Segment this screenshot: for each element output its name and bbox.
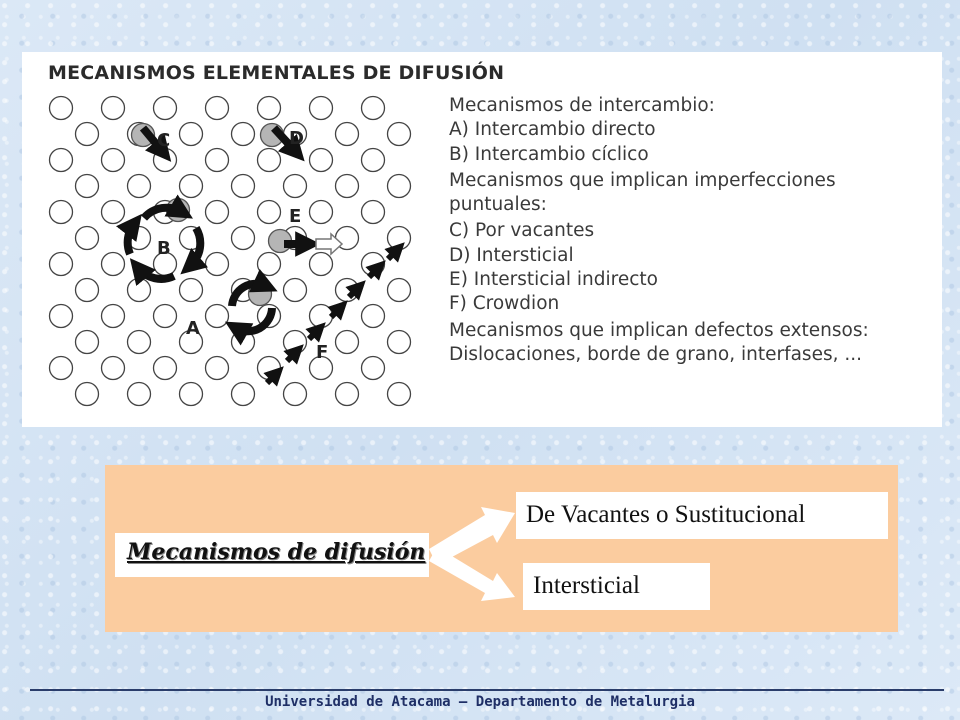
- list-heading-point-defects: Mecanismos que implican imperfecciones: [449, 169, 836, 191]
- list-heading-exchange: Mecanismos de intercambio:: [449, 95, 715, 116]
- lattice-atom: [258, 149, 281, 172]
- lattice-atom: [102, 201, 125, 224]
- lattice-atom: [76, 331, 99, 354]
- lattice-atom: [232, 175, 255, 198]
- lattice-atom: [310, 253, 333, 276]
- lattice-atom: [388, 175, 411, 198]
- footer-text: Universidad de Atacama – Departamento de Metalurgia: [265, 694, 695, 710]
- lattice-atom: [284, 175, 307, 198]
- lattice-atom: [128, 279, 151, 302]
- lattice-atom: [206, 201, 229, 224]
- lattice-atom: [362, 149, 385, 172]
- lattice-atom: [206, 253, 229, 276]
- list-item-d: D) Intersticial: [449, 244, 574, 266]
- lattice-atom: [76, 175, 99, 198]
- list-heading-point-defects-cont: puntuales:: [449, 194, 547, 216]
- lattice-atom: [102, 253, 125, 276]
- lattice-atom: [180, 383, 203, 406]
- lattice-atom: [128, 383, 151, 406]
- lattice-atom: [76, 123, 99, 146]
- lattice-atom: [50, 357, 73, 380]
- lattice-atom: [388, 123, 411, 146]
- list-item-c: C) Por vacantes: [449, 220, 595, 242]
- lattice-atom: [362, 357, 385, 380]
- label-d: D: [289, 128, 304, 149]
- lattice-atom: [102, 149, 125, 172]
- lattice-atom: [76, 383, 99, 406]
- lattice-atom: [128, 175, 151, 198]
- lattice-atom: [362, 305, 385, 328]
- interstitial-mechanism-box: [523, 563, 710, 610]
- top-panel: [22, 52, 942, 427]
- lattice-atom: [50, 97, 73, 120]
- lattice-atom: [154, 149, 177, 172]
- crowdion-arrow: [331, 307, 341, 317]
- label-c: C: [157, 130, 171, 151]
- lattice-atom: [336, 175, 359, 198]
- lattice-atom: [336, 123, 359, 146]
- lattice-atom: [258, 97, 281, 120]
- lattice-atom: [102, 97, 125, 120]
- lattice-atom: [206, 305, 229, 328]
- branch-arrows: [423, 505, 523, 605]
- list-item-f: F) Crowdion: [449, 293, 560, 315]
- label-f: F: [316, 342, 329, 363]
- lattice-atom: [310, 149, 333, 172]
- lattice-atom: [102, 357, 125, 380]
- footer-divider: [30, 689, 944, 691]
- branch-arrow-down: [429, 547, 515, 601]
- crowdion-arrow: [388, 249, 398, 259]
- lattice-atom: [102, 305, 125, 328]
- lattice-atom: [180, 175, 203, 198]
- lattice-atom: [284, 279, 307, 302]
- mechanism-list: [449, 94, 929, 367]
- lattice-atom: [154, 357, 177, 380]
- lattice-atom: [336, 331, 359, 354]
- lattice-atom: [310, 201, 333, 224]
- lattice-atom: [76, 227, 99, 250]
- diffusion-lattice-diagram: [46, 94, 431, 419]
- lattice-atom: [50, 201, 73, 224]
- lattice-atom: [310, 305, 333, 328]
- lattice-atom: [50, 305, 73, 328]
- list-item-b: B) Intercambio cíclico: [449, 143, 649, 165]
- lattice-atom: [180, 279, 203, 302]
- lattice-atom: [258, 253, 281, 276]
- vacancy-mechanism-label: De Vacantes o Sustitucional: [526, 501, 806, 528]
- lattice-atom: [388, 279, 411, 302]
- lattice-atom: [154, 305, 177, 328]
- lattice-atom: [388, 331, 411, 354]
- lattice-atom: [336, 383, 359, 406]
- lattice-atom: [388, 383, 411, 406]
- lattice-atom: [50, 149, 73, 172]
- list-heading-extended-defects: Mecanismos que implican defectos extensos:: [449, 319, 869, 341]
- label-e: E: [289, 206, 302, 227]
- lattice-atom: [206, 97, 229, 120]
- bottom-panel: [105, 465, 898, 632]
- lattice-atom: [154, 97, 177, 120]
- lattice-atom: [232, 123, 255, 146]
- lattice-atom: [180, 123, 203, 146]
- lattice-atom: [362, 201, 385, 224]
- lattice-atom: [310, 97, 333, 120]
- lattice-atom: [232, 383, 255, 406]
- lattice-atom: [128, 331, 151, 354]
- list-item-a: A) Intercambio directo: [449, 119, 656, 141]
- crowdion-arrow: [309, 329, 319, 339]
- lattice-atoms: [50, 97, 411, 406]
- label-a: A: [186, 318, 200, 339]
- interstitial-mechanism-label: Intersticial: [533, 572, 640, 599]
- lattice-atom: [388, 227, 411, 250]
- list-extended-defects: Dislocaciones, borde de grano, interfases, ...: [449, 343, 862, 365]
- lattice-atom: [206, 149, 229, 172]
- lattice-atom: [206, 357, 229, 380]
- vacancy-mechanism-box: [516, 492, 888, 539]
- list-item-e: E) Intersticial indirecto: [449, 269, 658, 291]
- lattice-atom: [232, 227, 255, 250]
- diffusion-mechanisms-box: [115, 533, 429, 577]
- lattice-atom: [50, 253, 73, 276]
- lattice-atom: [362, 97, 385, 120]
- crowdion-arrow: [287, 351, 297, 361]
- lattice-atom: [284, 383, 307, 406]
- lattice-atom: [76, 279, 99, 302]
- label-b: B: [157, 238, 171, 259]
- diffusion-mechanisms-label: Mecanismos de difusión: [127, 539, 426, 565]
- main-title: MECANISMOS ELEMENTALES DE DIFUSIÓN: [48, 62, 505, 84]
- lattice-atom: [258, 201, 281, 224]
